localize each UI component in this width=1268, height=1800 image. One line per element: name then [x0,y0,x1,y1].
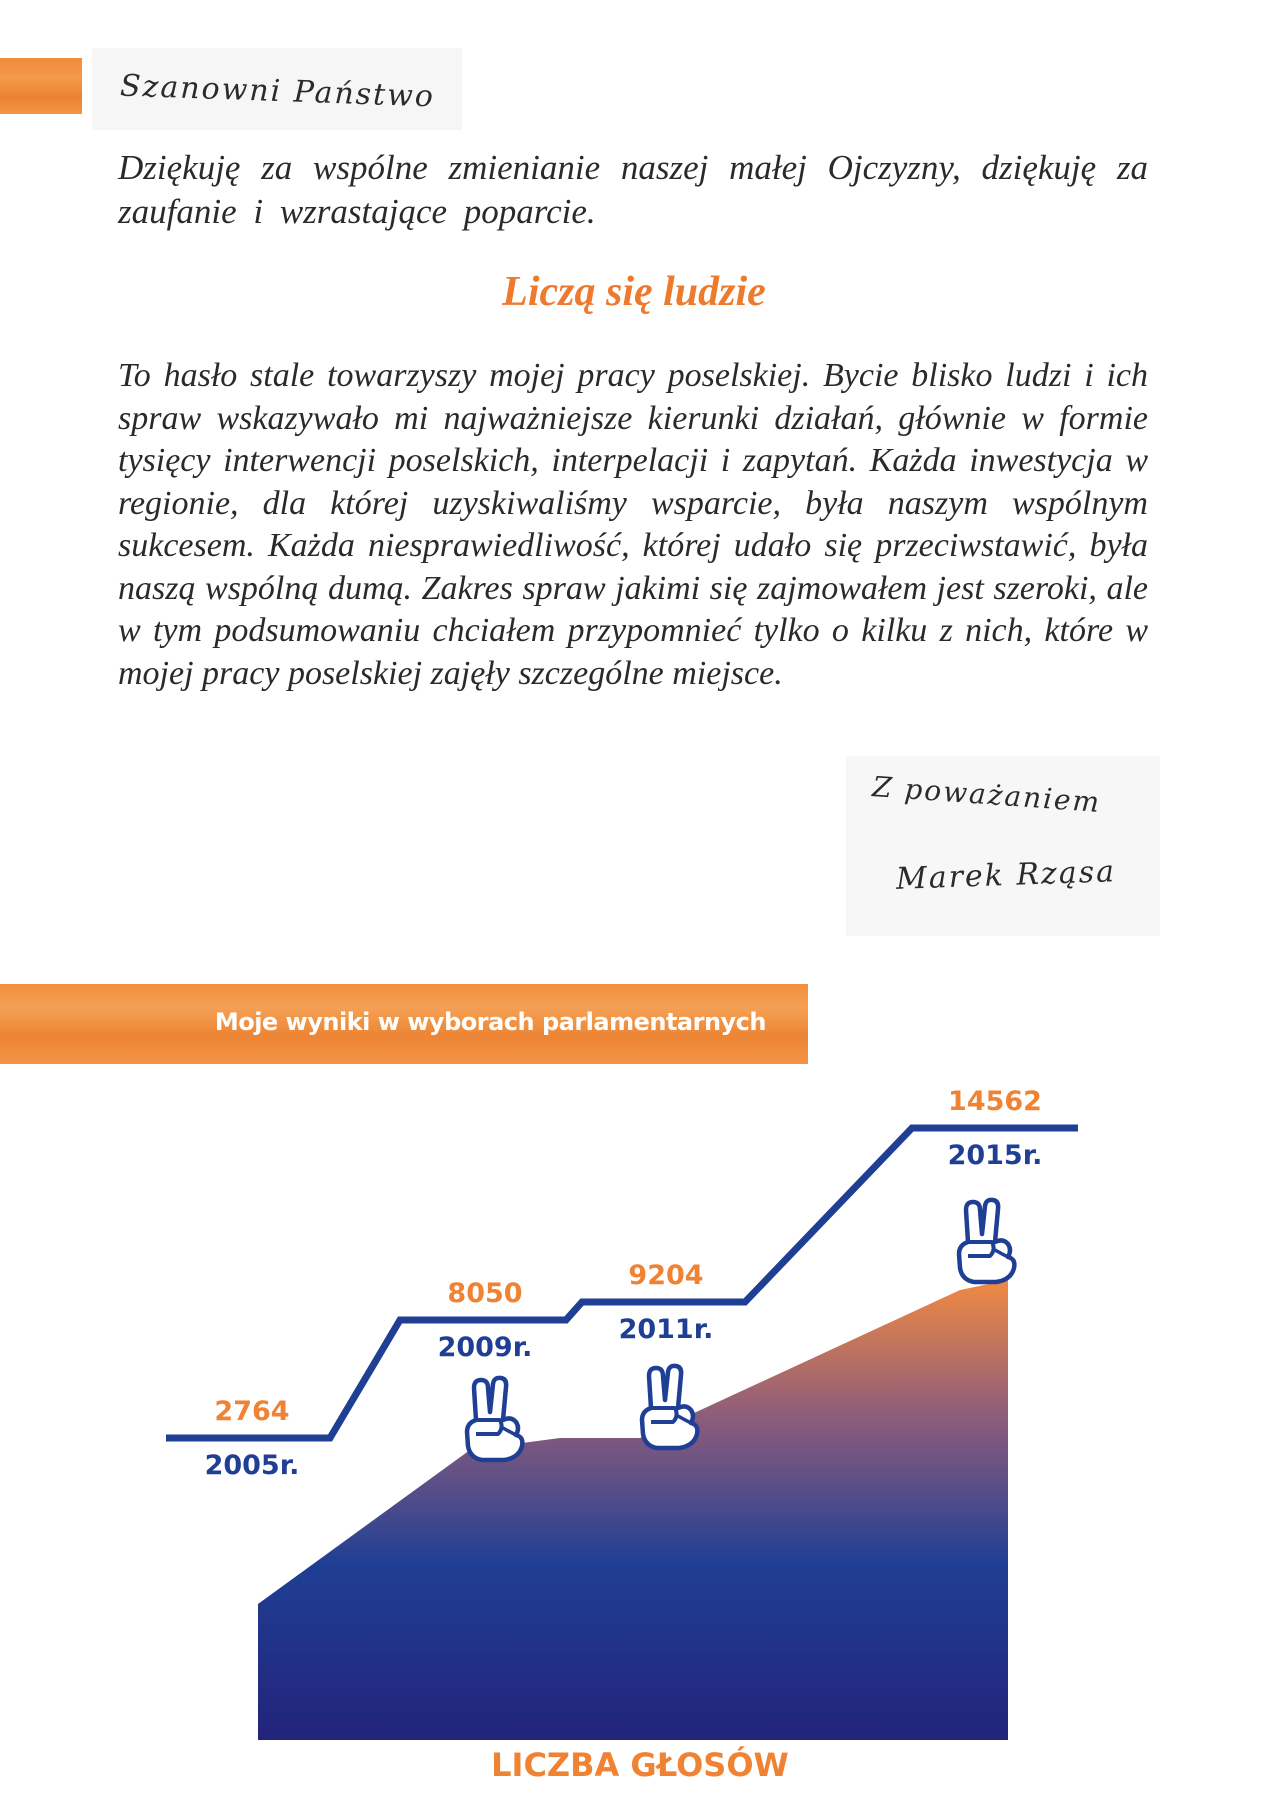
closing-phrase: Z poważaniem [871,770,1103,819]
year-label: 2005r. [204,1450,300,1481]
victory-hand-icon [642,1366,697,1448]
election-results-chart [0,1080,1268,1800]
results-banner [0,984,808,1064]
value-label: 14562 [948,1086,1042,1117]
value-label: 9204 [628,1260,704,1291]
intro-paragraph: Dziękuję za wspólne zmienianie naszej małej Ojczyzny, dziękuję za zaufanie i wzrastające poparcie. [118,148,1148,231]
motto-heading: Liczą się ludzie [502,269,766,315]
banner-title: Moje wyniki w wyborach parlamentarnych [214,1008,766,1036]
votes-area [258,1280,1008,1740]
salutation: Szanowni Państwo [119,68,436,115]
chart-axis-title: LICZBA GŁOSÓW [491,1746,789,1784]
victory-hand-icon [959,1200,1014,1282]
value-label: 8050 [447,1278,523,1309]
year-label: 2009r. [437,1332,533,1363]
year-label: 2015r. [947,1140,1043,1171]
value-label: 2764 [214,1396,290,1427]
body-paragraph: To hasło stale towarzyszy mojej pracy poselskiej. Bycie blisko ludzi i ich spraw wskazywało mi najważniejsze kierunki działań, głównie w formie tysięcy interwencji poselskich, interpelacji i zapytań. Każda inwestycja w regionie, dla której uzyskiwaliśmy wsparcie, była naszym wspólnym sukcesem. Każda niesprawiedliwość, której udało się przeciwstawić, była naszą wspólną dumą. Zakres spraw jakimi się zajmowałem jest szeroki, ale w tym podsumowaniu chciałem przypomnieć tylko o kilku z nich, które w mojej pracy poselskiej zajęły szczególne miejsce. [118,357,1148,692]
victory-hand-icon [467,1378,522,1460]
handwritten-signature: Marek Rząsa [895,854,1117,897]
year-label: 2011r. [618,1314,714,1345]
orange-corner-tab [0,58,82,114]
